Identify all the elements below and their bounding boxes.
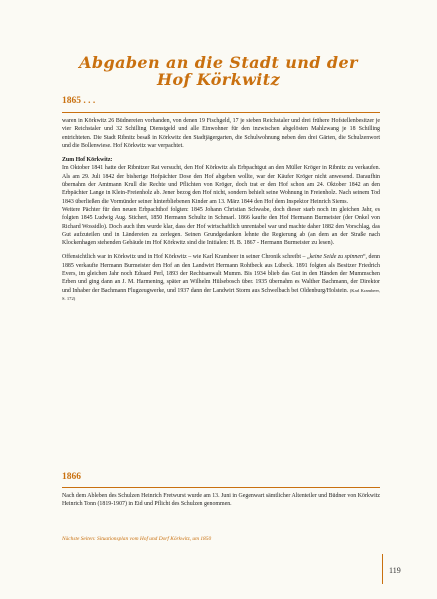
section-rule-1866 <box>62 487 380 488</box>
paragraph-history-1: Im Oktober 1841 hatte der Ribnitzer Rat versucht, den Hof Körkwitz als Erbpachtgut an den Müller Kröger in Ribnitz zu verkaufen. Als am 29. Juli 1842 der bisherige Hofpächter Dose den Hof abgeben wollte, war der Käufer Kröger nicht anwesend. Daraufhin übernahm der Amtmann Krull die Rechte und Pflichten von Kröger, doch trat er den Hof schon am 24. Oktober 1842 an den Erbpächter Lange in Klein-Freienholz ab. Jener bezog den Hof nicht, sondern behielt seine Wohnung in Freienholz. Nach seinem Tod 1843 überließen die Vormünder seiner hinterbliebenen Kinder am 13. März 1844 den Hof dem Inspektor Heinrich Siems. <box>62 165 380 205</box>
subheading-hof-koerkwitz: Zum Hof Körkwitz: <box>62 157 113 164</box>
section-heading-1866: 1866 <box>62 472 81 482</box>
title-line-1: Abgaben an die Stadt und der <box>79 53 358 72</box>
section-body-1865 <box>62 117 380 303</box>
title-line-2: Hof Körkwitz <box>156 70 281 89</box>
paragraph-intro: waren in Körkwitz 26 Büdnereien vorhanden, von denen 19 Fischgeld, 17 je sieben Reichstaler und drei frühere Hofstellenbesitzer je vier Reichstaler und 32 Schilling Dienstgeld und alle Einwohner für den inzwischen abgelösten Mahlzwang je 18 Schilling entrichteten. Die Stadt Ribnitz besaß in Körkwitz den Stadtjägergarten, die Schulwohnung neben den drei Gärten, die Schulzenwort und die Bollenwiese. Hof Körkwitz war verpachtet. <box>62 118 380 149</box>
next-pages-caption: Nächste Seiten: Situationsplan vom Hof und Dorf Körkwitz, um 1850 <box>62 536 212 542</box>
quote-text: keine Seide zu spinnen <box>309 254 363 261</box>
paragraph-history-3 <box>62 253 380 303</box>
quote-continuation: “, denn 1885 verkaufte Hermann Burmeister den Hof an den Landwirt Hermann Rohtbeck aus Lübeck. 1891 folgten als Besitzer Friedrich Evers, im gleichen Jahr noch Eduard Perl, 1893 der Rechtsanwalt Mumm. Bis 1934 blieb das Gut in den Händen der Mummschen Erben und ging dann an J. M. Harmening, später an Wilhelm Hülsebosch über. 1935 übernahm es Walther Bachmann, der Direktor und Inhaber der Bachmann Flugzeugwerke, und 1937 dann der Landwirt Storm aus Schwelbach bei Oldenburg/Holstein. <box>62 254 380 294</box>
page-number-rule <box>382 554 383 584</box>
page-title <box>40 54 397 88</box>
section-body-1866 <box>62 492 380 509</box>
source-reference: (Karl Krambeer, S. 172) <box>62 287 380 301</box>
paragraph-1866: Nach dem Ableben des Schulzen Heinrich Fretwurst wurde am 13. Juni in Gegenwart sämtlicher Altenteiler und Büdner von Körkwitz Heinrich Tonn (1819-1907) in Eid und Pflicht des Schulzen genommen. <box>62 493 380 508</box>
section-rule-1865 <box>62 112 380 113</box>
quote-intro: Offensichtlich war in Körkwitz und in Hof Körkwitz – wie Karl Krambeer in seiner Chronik schreibt – „ <box>62 254 310 261</box>
paragraph-history-2: Weitere Pächter für den neuen Erbpachthof folgten: 1845 Johann Christian Schwabe, doch dieser starb noch im gleichen Jahr, es folgten 1845 Ludwig Aug. Stichert, 1850 Hermann Schultz in Schmarl. 1866 kaufte den Hof Hermann Burmeister (der Onkel von Richard Wossidlo). Doch auch ihm wurde klar, dass der Hof wirtschaftlich unrentabel war und machte daher 1882 den Vorschlag, das Gut aufzuteilen und in Ländereien zu zerlegen. Seinen Grundgedanken lehnte die Regierung ab (an dem an der Straße nach Klockenhagen stehenden Gebäude im Hof Körkwitz sind die Initialen: H. B. 1867 - Hermann Burmeister zu lesen). <box>62 206 380 247</box>
page-number: 119 <box>389 566 401 575</box>
section-heading-1865: 1865 . . . <box>62 96 96 106</box>
